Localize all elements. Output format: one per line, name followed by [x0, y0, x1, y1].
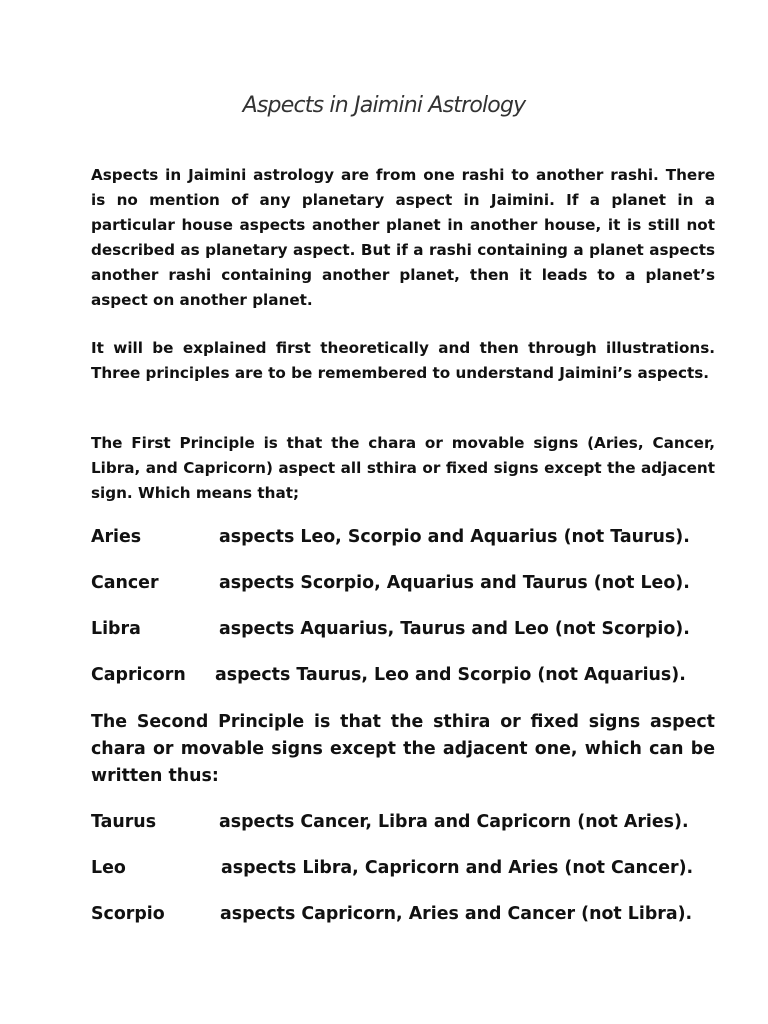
sign-name: Capricorn — [91, 665, 186, 685]
intro-paragraph: Aspects in Jaimini astrology are from one rashi to another rashi. There is no mention of any planetary aspect in Jaimini. If a planet in a particular house aspects another planet in another house, it is still not described as planetary aspect. But if a rashi containing a planet aspects another rashi containing another planet, then it leads to a planet’s aspect on another planet. — [91, 166, 715, 309]
explanation-paragraph: It will be explained first theoretically and then through illustrations. Three principles are to be remembered to understand Jaimini’s aspects. — [91, 339, 715, 382]
aspect-description: aspects Capricorn, Aries and Cancer (not Libra). — [220, 904, 693, 924]
first-principle-paragraph: The First Principle is that the chara or movable signs (Aries, Cancer, Libra, and Capricorn) aspect all sthira or fixed signs except the adjacent sign. Which means that; — [91, 434, 715, 502]
sign-name: Libra — [91, 619, 141, 639]
sign-name: Leo — [91, 858, 126, 878]
aspect-description: aspects Taurus, Leo and Scorpio (not Aquarius). — [215, 665, 686, 685]
second-principle-paragraph: The Second Principle is that the sthira or fixed signs aspect chara or movable signs except the adjacent one, which can be written thus: — [91, 712, 715, 786]
aspect-description: aspects Leo, Scorpio and Aquarius (not Taurus). — [219, 527, 690, 547]
sign-name: Aries — [91, 527, 142, 547]
aspect-description: aspects Scorpio, Aquarius and Taurus (not Leo). — [219, 573, 690, 593]
aspect-description: aspects Aquarius, Taurus and Leo (not Scorpio). — [219, 619, 690, 639]
sign-name: Taurus — [91, 812, 157, 832]
sign-name: Scorpio — [91, 904, 165, 924]
aspect-description: aspects Libra, Capricorn and Aries (not Cancer). — [221, 858, 694, 878]
page-title: Aspects in Jaimini Astrology — [242, 93, 526, 118]
sign-name: Cancer — [91, 573, 159, 593]
aspect-description: aspects Cancer, Libra and Capricorn (not Aries). — [219, 812, 689, 832]
